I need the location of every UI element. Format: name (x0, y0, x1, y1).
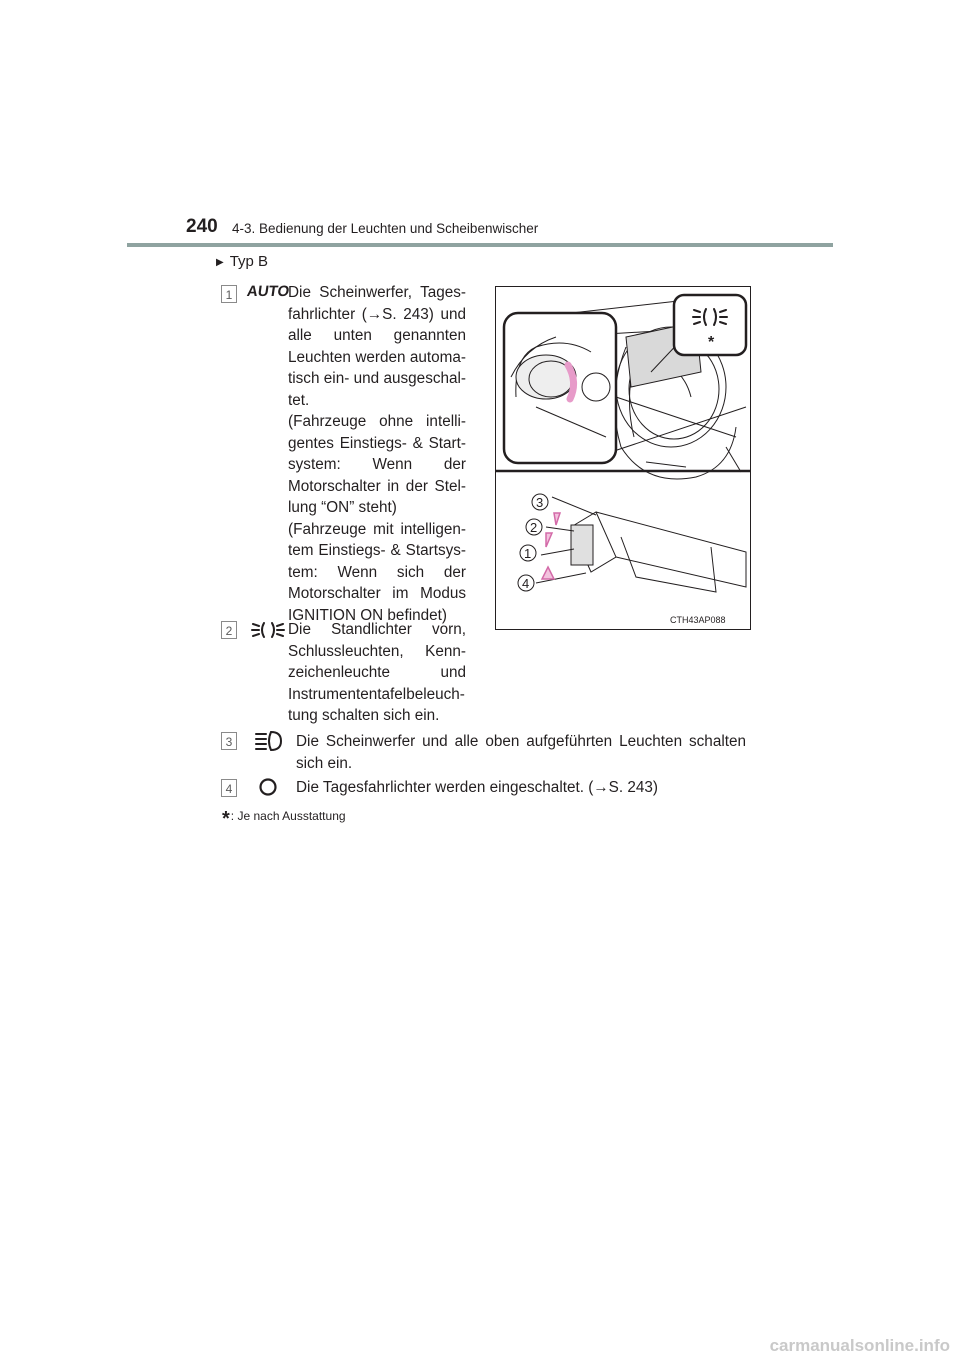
item-number-1: 1 (221, 285, 237, 303)
headlight-icon (254, 730, 282, 752)
item-description-1 (288, 282, 466, 626)
illustration-code: CTH43AP088 (670, 615, 726, 625)
callout-number: 1 (524, 546, 532, 561)
header-rule (127, 243, 833, 247)
page-number: 240 (186, 216, 218, 237)
drl-icon (258, 777, 278, 797)
item-number-2: 2 (221, 621, 237, 639)
item-description-4 (296, 777, 756, 799)
illustration-panel (495, 286, 751, 630)
parking-light-icon (251, 620, 285, 640)
callout-number: 2 (530, 520, 538, 535)
callout-number: 4 (522, 576, 530, 591)
section-title: 4-3. Bedienung der Leuchten und Scheibenwischer (232, 221, 539, 236)
item-4-paragraph: Die Tagesfahrlichter werden eingeschaltet. (→S. 243) (296, 779, 658, 796)
footnote (222, 803, 346, 830)
sub-heading-text: Typ B (229, 253, 269, 270)
item-1-paragraph: (Fahrzeuge ohne intelli-gentes Einstiegs- & Start-system: Wenn der Motorschalter in der Stel-lung “ON” steht) (288, 413, 466, 516)
item-description-2 (288, 619, 466, 727)
item-number-4: 4 (221, 779, 237, 797)
item-1-paragraph: (Fahrzeuge mit intelligen-tem Einstiegs- & Startsys-tem: Wenn sich der Motorschalter im Modus IGNITION ON befindet) (288, 520, 466, 624)
callout-number: 3 (536, 495, 544, 510)
watermark: carmanualsonline.info (769, 1336, 950, 1355)
light-switch-illustration (496, 287, 750, 629)
item-description-3 (296, 731, 746, 774)
item-number-3: 3 (221, 732, 237, 750)
triangle-bullet-icon: ▶ (216, 257, 224, 268)
auto-icon: AUTO (245, 283, 291, 300)
item-2-paragraph: Die Standlichter vorn, Schlussleuchten, Kenn-zeichenleuchte und Instrumententafelbeleuch-tung schalten sich ein. (288, 621, 466, 724)
item-3-paragraph: Die Scheinwerfer und alle oben aufgeführten Leuchten schalten sich ein. (296, 733, 746, 772)
item-1-paragraph: Die Scheinwerfer, Tages-fahrlichter (→S. 243) und alle unten genannten Leuchten werden automa-tisch ein- und ausgeschal-tet. (288, 284, 466, 409)
sub-heading (216, 253, 268, 270)
footnote-star: * (222, 808, 230, 830)
footnote-text: : Je nach Ausstattung (230, 809, 346, 823)
callout-star: * (708, 334, 715, 351)
